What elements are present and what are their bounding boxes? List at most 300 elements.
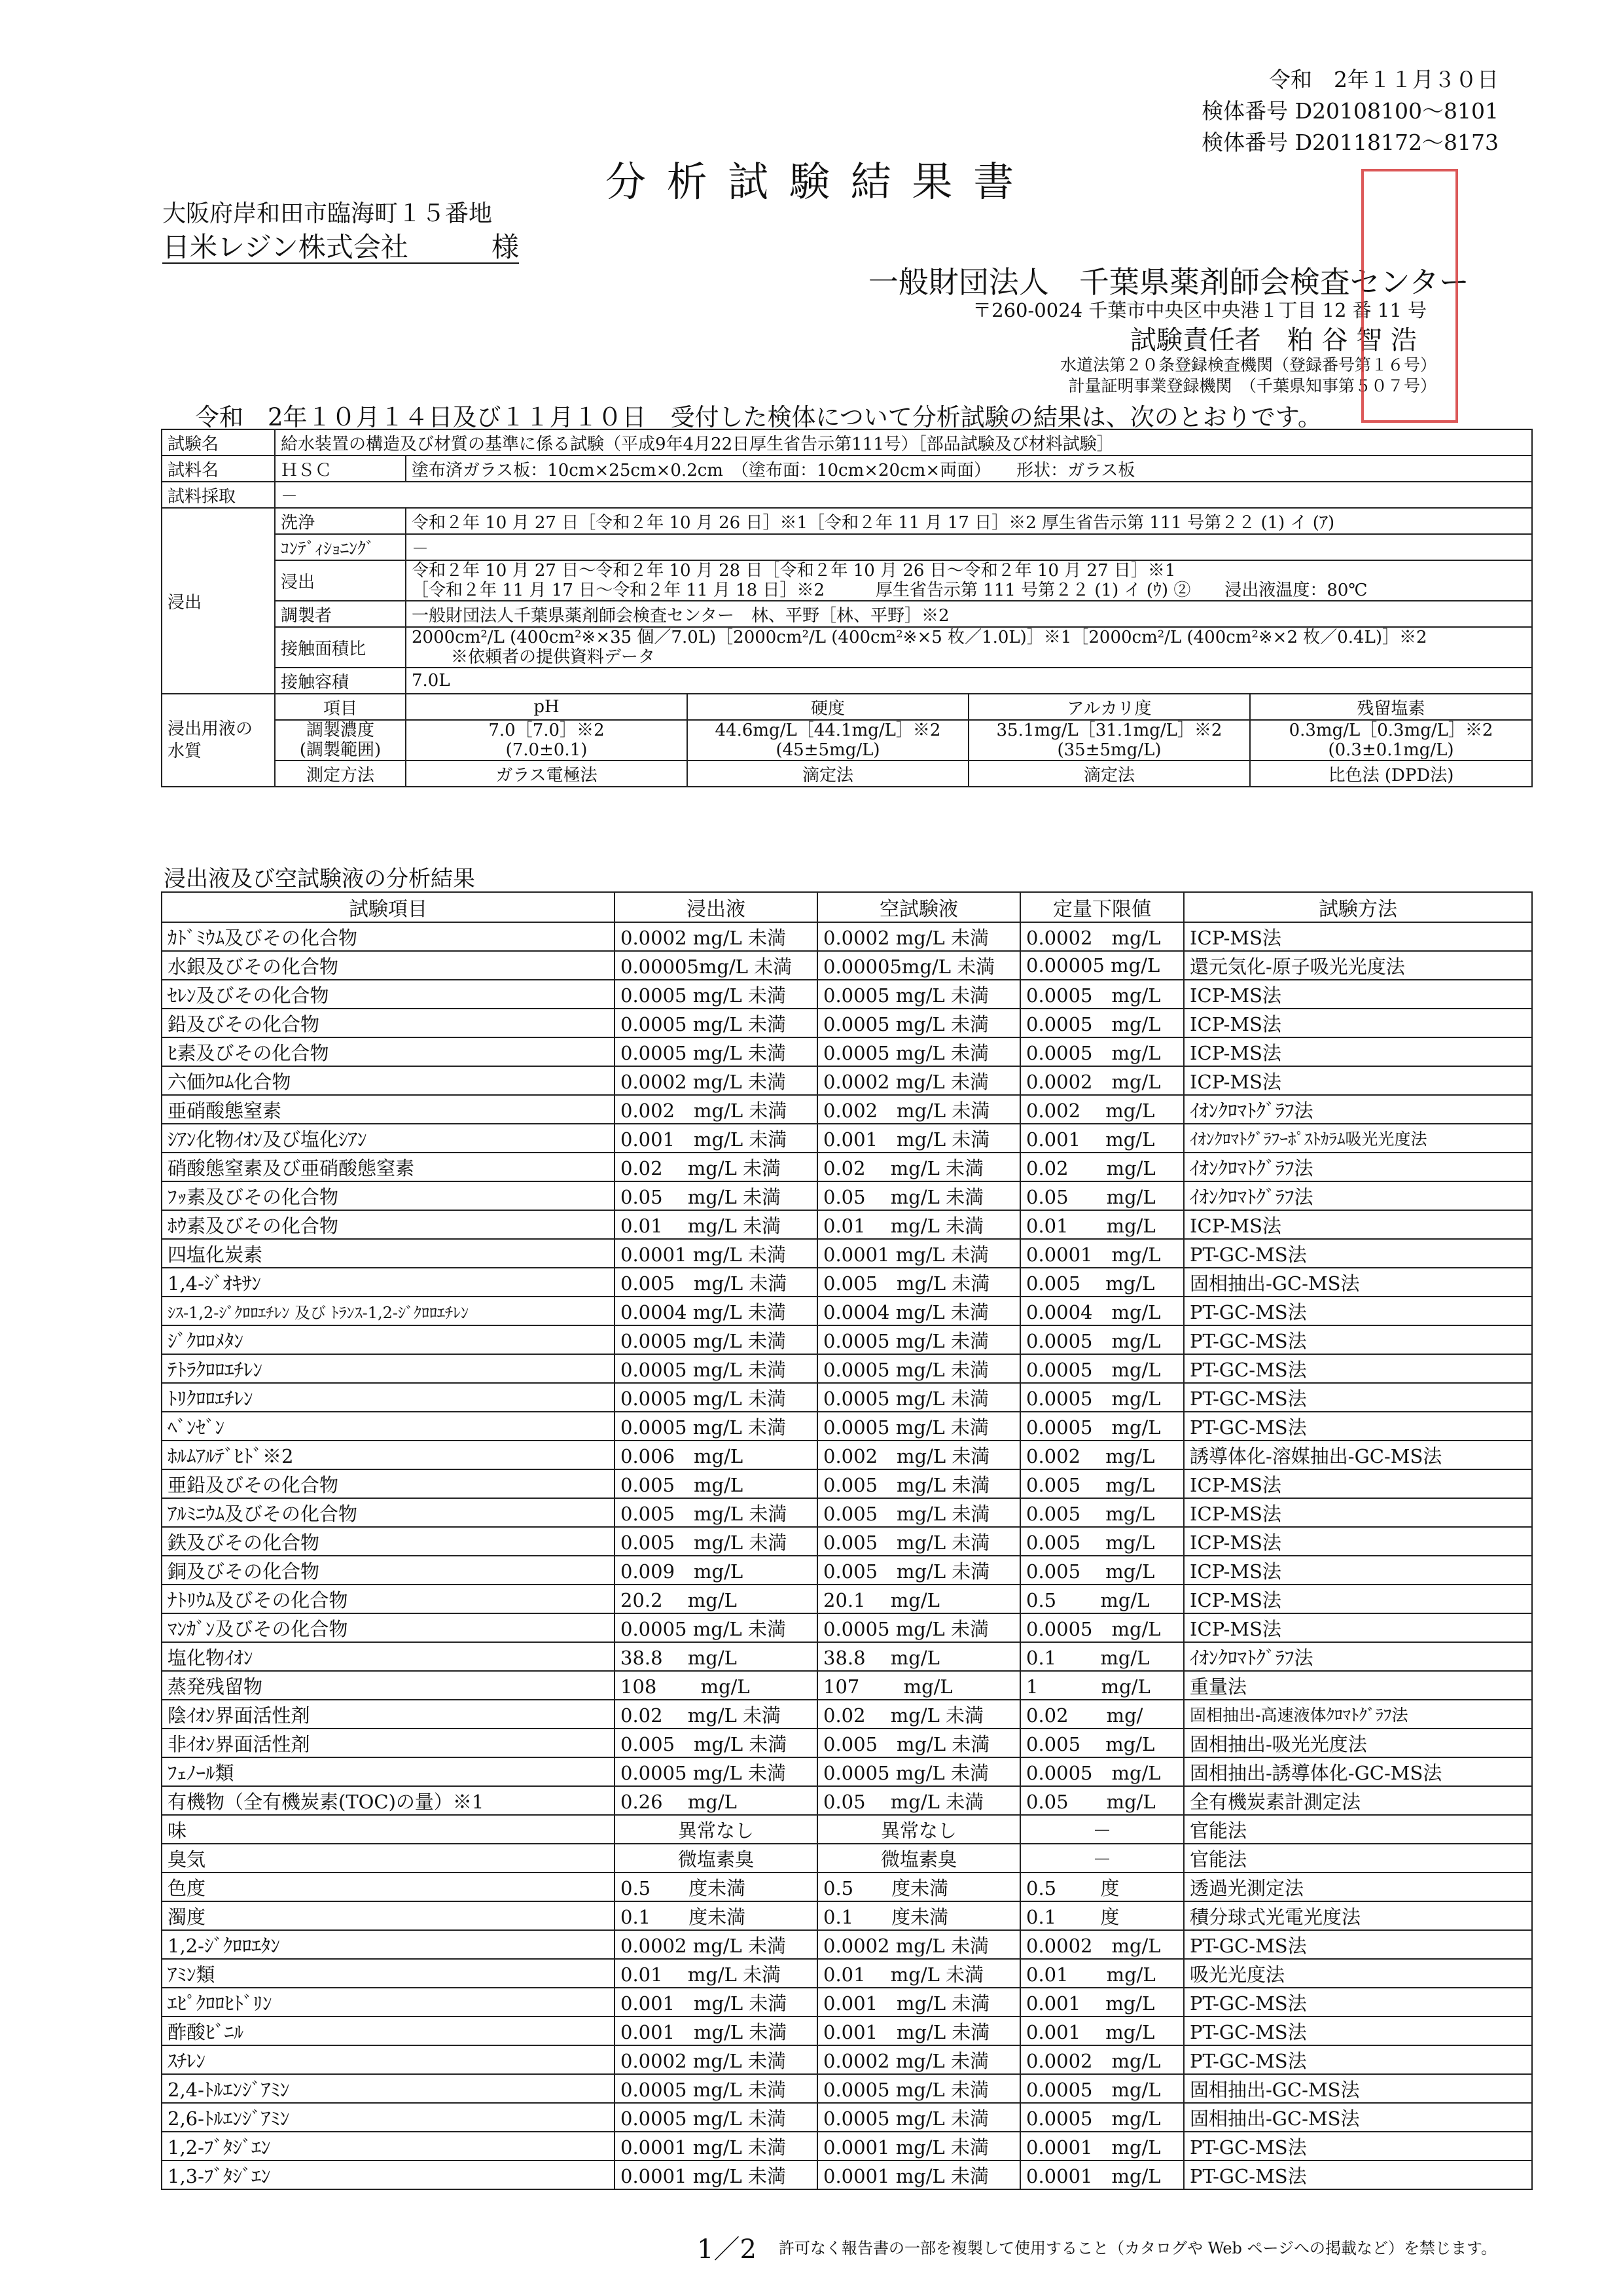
- test-method: ICP-MS法: [1184, 1556, 1532, 1585]
- table-row: [162, 1959, 1532, 1988]
- leach-row-label: 調製者: [275, 601, 406, 627]
- test-method: ICP-MS法: [1184, 1527, 1532, 1556]
- blank-value: 0.001 mg/L 未満: [817, 2017, 1020, 2045]
- table-row: [162, 1786, 1532, 1815]
- item-name: ｼﾞｸﾛﾛﾒﾀﾝ: [162, 1325, 615, 1354]
- blank-value: 0.01 mg/L 未満: [817, 1959, 1020, 1988]
- client-line: [162, 226, 519, 264]
- blank-value: 0.0004 mg/L 未満: [817, 1297, 1020, 1325]
- item-name: 亜鉛及びその化合物: [162, 1469, 615, 1498]
- test-method: 固相抽出-GC-MS法: [1184, 2103, 1532, 2132]
- test-method: PT-GC-MS法: [1184, 1383, 1532, 1412]
- table-row: [162, 1527, 1532, 1556]
- leachate-value: 0.009 mg/L: [615, 1556, 817, 1585]
- test-method: ｲｵﾝｸﾛﾏﾄｸﾞﾗﾌ法: [1184, 1153, 1532, 1181]
- water-range-value: (7.0±0.1): [505, 740, 588, 760]
- leachate-value: 108 mg/L: [615, 1671, 817, 1700]
- water-conc-label: [275, 720, 406, 761]
- leachate-value: 異常なし: [615, 1815, 817, 1844]
- leachate-value: 0.0005 mg/L 未満: [615, 1613, 817, 1642]
- quantitation-limit: 0.5 度: [1020, 1873, 1184, 1901]
- table-row: [162, 1210, 1532, 1239]
- table-row: [162, 1988, 1532, 2017]
- blank-value: 0.005 mg/L 未満: [817, 1556, 1020, 1585]
- water-header: 項目: [275, 694, 406, 720]
- item-name: 非ｲｵﾝ界面活性剤: [162, 1729, 615, 1757]
- item-name: ｽﾁﾚﾝ: [162, 2045, 615, 2074]
- leach-row-label: 接触容積: [275, 668, 406, 694]
- table-row: [162, 2074, 1532, 2103]
- table-row: [162, 1671, 1532, 1700]
- blank-value: 0.00005mg/L 未満: [817, 951, 1020, 980]
- table-row: [162, 1642, 1532, 1671]
- blank-value: 0.0005 mg/L 未満: [817, 1383, 1020, 1412]
- test-method: ICP-MS法: [1184, 922, 1532, 951]
- results-header: 空試験液: [817, 892, 1020, 922]
- blank-value: 0.0005 mg/L 未満: [817, 1757, 1020, 1786]
- blank-value: 0.002 mg/L 未満: [817, 1441, 1020, 1469]
- quantitation-limit: 0.1 mg/L: [1020, 1642, 1184, 1671]
- item-name: 1,2-ﾌﾞﾀｼﾞｴﾝ: [162, 2132, 615, 2161]
- table-row: [162, 1498, 1532, 1527]
- leach-row-value: 7.0L: [406, 668, 1532, 694]
- report-date: 令和 2年１１月３０日: [1269, 67, 1499, 92]
- table-row: [162, 1095, 1532, 1124]
- item-name: 四塩化炭素: [162, 1239, 615, 1268]
- leach-row-value: 令和２年 10 月 27 日［令和２年 10 月 26 日］※1［令和２年 11 月 17 日］※2 厚生省告示第 111 号第２２ (1) イ (ｱ): [406, 508, 1532, 534]
- leachate-value: 0.0002 mg/L 未満: [615, 1066, 817, 1095]
- test-method: 全有機炭素計測定法: [1184, 1786, 1532, 1815]
- quantitation-limit: 0.0005 mg/L: [1020, 1325, 1184, 1354]
- table-row: [162, 1325, 1532, 1354]
- lab-name: 一般財団法人 千葉県薬剤師会検査センター: [868, 264, 1469, 300]
- quantitation-limit: 0.0005 mg/L: [1020, 1613, 1184, 1642]
- results-table: [161, 891, 1533, 2190]
- table-row: [162, 1066, 1532, 1095]
- table-row: [162, 2103, 1532, 2132]
- leachate-value: 0.005 mg/L 未満: [615, 1498, 817, 1527]
- blank-value: 0.05 mg/L 未満: [817, 1181, 1020, 1210]
- results-header: 試験方法: [1184, 892, 1532, 922]
- table-row: [162, 1815, 1532, 1844]
- blank-value: 0.0002 mg/L 未満: [817, 1066, 1020, 1095]
- leachate-value: 0.01 mg/L 未満: [615, 1959, 817, 1988]
- leach-row-value-line1: 令和２年 10 月 27 日～令和２年 10 月 28 日［令和２年 10 月 26 日～令和２年 10 月 27 日］※1: [412, 561, 1176, 581]
- test-method: 固相抽出-GC-MS法: [1184, 1268, 1532, 1297]
- item-name: 味: [162, 1815, 615, 1844]
- leachate-value: 0.001 mg/L 未満: [615, 1988, 817, 2017]
- test-method: 固相抽出-GC-MS法: [1184, 2074, 1532, 2103]
- quantitation-limit: 1 mg/L: [1020, 1671, 1184, 1700]
- item-name: 硝酸態窒素及び亜硝酸態窒素: [162, 1153, 615, 1181]
- leachate-value: 0.0001 mg/L 未満: [615, 2132, 817, 2161]
- results-header: 浸出液: [615, 892, 817, 922]
- water-conc-hardness: [687, 720, 969, 761]
- lab-person: 試験責任者 粕 谷 智 浩: [1130, 325, 1417, 355]
- blank-value: 0.001 mg/L 未満: [817, 1988, 1020, 2017]
- sample-name: ＨＳＣ: [275, 456, 406, 482]
- client-name: 日米レジン株式会社: [162, 231, 408, 263]
- quantitation-limit: 0.02 mg/: [1020, 1700, 1184, 1729]
- leach-row-value: 一般財団法人千葉県薬剤師会検査センター 林、平野［林、平野］※2: [406, 601, 1532, 627]
- blank-value: 0.0005 mg/L 未満: [817, 1009, 1020, 1037]
- test-method: ｲｵﾝｸﾛﾏﾄｸﾞﾗﾌｰﾎﾟｽﾄｶﾗﾑ吸光光度法: [1184, 1124, 1532, 1153]
- leach-row-label: 洗浄: [275, 508, 406, 534]
- water-header: アルカリ度: [969, 694, 1250, 720]
- test-info-table: [161, 429, 1533, 787]
- results-section-title: 浸出液及び空試験液の分析結果: [164, 866, 475, 892]
- quantitation-limit: 0.0005 mg/L: [1020, 1009, 1184, 1037]
- leachate-value: 0.0005 mg/L 未満: [615, 1383, 817, 1412]
- blank-value: 20.1 mg/L: [817, 1585, 1020, 1613]
- table-row: [162, 1901, 1532, 1930]
- table-row: [162, 1412, 1532, 1441]
- quantitation-limit: 0.0001 mg/L: [1020, 1239, 1184, 1268]
- item-name: ｱﾙﾐﾆｳﾑ及びその化合物: [162, 1498, 615, 1527]
- blank-value: 0.05 mg/L 未満: [817, 1786, 1020, 1815]
- test-method: PT-GC-MS法: [1184, 2017, 1532, 2045]
- blank-value: 0.0001 mg/L 未満: [817, 1239, 1020, 1268]
- leachate-value: 0.0001 mg/L 未満: [615, 2161, 817, 2189]
- water-method-row: [162, 761, 1532, 787]
- quantitation-limit: 0.0005 mg/L: [1020, 1757, 1184, 1786]
- table-row: [162, 980, 1532, 1009]
- quantitation-limit: 0.0002 mg/L: [1020, 2045, 1184, 2074]
- leachate-value: 0.0005 mg/L 未満: [615, 1325, 817, 1354]
- water-conc-label-text: 調製濃度: [306, 721, 374, 740]
- item-name: ﾎﾙﾑｱﾙﾃﾞﾋﾄﾞ※2: [162, 1441, 615, 1469]
- item-name: ﾌｯ素及びその化合物: [162, 1181, 615, 1210]
- blank-value: 0.0005 mg/L 未満: [817, 1037, 1020, 1066]
- table-row: [162, 1181, 1532, 1210]
- test-method: ICP-MS法: [1184, 1210, 1532, 1239]
- item-name: ﾏﾝｶﾞﾝ及びその化合物: [162, 1613, 615, 1642]
- leachate-value: 38.8 mg/L: [615, 1642, 817, 1671]
- leachate-value: 0.1 度未満: [615, 1901, 817, 1930]
- test-method: PT-GC-MS法: [1184, 1354, 1532, 1383]
- copy-notice: 許可なく報告書の一部を複製して使用すること（カタログや Web ページへの掲載など）を禁じます。: [779, 2239, 1497, 2257]
- leachate-value: 0.0002 mg/L 未満: [615, 1930, 817, 1959]
- table-row: [162, 1354, 1532, 1383]
- leachate-value: 0.05 mg/L 未満: [615, 1181, 817, 1210]
- test-method: ICP-MS法: [1184, 1037, 1532, 1066]
- leachate-value: 0.0005 mg/L 未満: [615, 1354, 817, 1383]
- table-row: [162, 1441, 1532, 1469]
- sample-label: 試料名: [162, 456, 275, 482]
- water-conc-ph: [406, 720, 687, 761]
- test-method: 官能法: [1184, 1844, 1532, 1873]
- item-name: ﾌｪﾉｰﾙ類: [162, 1757, 615, 1786]
- leach-row-value: －: [406, 534, 1532, 560]
- item-name: 鉄及びその化合物: [162, 1527, 615, 1556]
- leach-label: 浸出: [162, 508, 275, 694]
- leachate-value: 0.0002 mg/L 未満: [615, 2045, 817, 2074]
- test-method: 固相抽出-吸光光度法: [1184, 1729, 1532, 1757]
- leach-row-leaching: [162, 560, 1532, 601]
- results-header: 試験項目: [162, 892, 615, 922]
- item-name: 有機物（全有機炭素(TOC)の量）※1: [162, 1786, 615, 1815]
- leachate-value: 0.02 mg/L 未満: [615, 1700, 817, 1729]
- quantitation-limit: 0.0001 mg/L: [1020, 2132, 1184, 2161]
- quantitation-limit: 0.005 mg/L: [1020, 1268, 1184, 1297]
- leachate-value: 微塩素臭: [615, 1844, 817, 1873]
- leachate-value: 0.0005 mg/L 未満: [615, 2103, 817, 2132]
- blank-value: 0.002 mg/L 未満: [817, 1095, 1020, 1124]
- leachate-value: 20.2 mg/L: [615, 1585, 817, 1613]
- table-row: [162, 1268, 1532, 1297]
- test-method: 還元気化-原子吸光光度法: [1184, 951, 1532, 980]
- leach-row-area-ratio: [162, 627, 1532, 668]
- water-conc-value: 35.1mg/L［31.1mg/L］※2: [996, 721, 1222, 740]
- table-row: [162, 1009, 1532, 1037]
- quantitation-limit: 0.002 mg/L: [1020, 1095, 1184, 1124]
- quantitation-limit: 0.5 mg/L: [1020, 1585, 1184, 1613]
- quantitation-limit: 0.005 mg/L: [1020, 1498, 1184, 1527]
- lab-address: 〒260-0024 千葉市中央区中央港１丁目 12 番 11 号: [972, 299, 1427, 321]
- leach-row-value-line1: 2000cm²/L (400cm²※×35 個／7.0L)［2000cm²/L (400cm²※×5 枚／1.0L)］※1［2000cm²/L (400cm²※×2 枚／0.4L)］※2: [412, 628, 1427, 647]
- item-name: ﾋ素及びその化合物: [162, 1037, 615, 1066]
- table-row: [162, 922, 1532, 951]
- leachate-value: 0.005 mg/L 未満: [615, 1268, 817, 1297]
- table-row: [162, 1556, 1532, 1585]
- quantitation-limit: 0.005 mg/L: [1020, 1556, 1184, 1585]
- test-method: PT-GC-MS法: [1184, 1239, 1532, 1268]
- item-name: 陰ｲｵﾝ界面活性剤: [162, 1700, 615, 1729]
- water-header: 残留塩素: [1250, 694, 1532, 720]
- table-row: [162, 1873, 1532, 1901]
- leachate-value: 0.002 mg/L 未満: [615, 1095, 817, 1124]
- item-name: 六価ｸﾛﾑ化合物: [162, 1066, 615, 1095]
- blank-value: 0.02 mg/L 未満: [817, 1153, 1020, 1181]
- item-name: 酢酸ﾋﾞﾆﾙ: [162, 2017, 615, 2045]
- blank-value: 0.0005 mg/L 未満: [817, 2074, 1020, 2103]
- page-number: 1／2: [697, 2234, 757, 2265]
- quantitation-limit: 0.01 mg/L: [1020, 1210, 1184, 1239]
- item-name: ﾃﾄﾗｸﾛﾛｴﾁﾚﾝ: [162, 1354, 615, 1383]
- quantitation-limit: 0.1 度: [1020, 1901, 1184, 1930]
- quantitation-limit: 0.00005 mg/L: [1020, 951, 1184, 980]
- leachate-value: 0.0005 mg/L 未満: [615, 1037, 817, 1066]
- quantitation-limit: 0.0005 mg/L: [1020, 980, 1184, 1009]
- results-body: [162, 922, 1532, 2189]
- quantitation-limit: 0.02 mg/L: [1020, 1153, 1184, 1181]
- blank-value: 0.5 度未満: [817, 1873, 1020, 1901]
- leachate-value: 0.0005 mg/L 未満: [615, 1009, 817, 1037]
- water-range-label-text: (調製範囲): [299, 740, 382, 760]
- quantitation-limit: 0.0004 mg/L: [1020, 1297, 1184, 1325]
- quantitation-limit: 0.0002 mg/L: [1020, 1930, 1184, 1959]
- quantitation-limit: 0.0005 mg/L: [1020, 1383, 1184, 1412]
- blank-value: 0.0005 mg/L 未満: [817, 980, 1020, 1009]
- blank-value: 0.0005 mg/L 未満: [817, 2103, 1020, 2132]
- quantitation-limit: 0.005 mg/L: [1020, 1729, 1184, 1757]
- leach-row-volume: [162, 668, 1532, 694]
- water-conc-alkalinity: [969, 720, 1250, 761]
- quantitation-limit: 0.0005 mg/L: [1020, 1037, 1184, 1066]
- table-row: [162, 1239, 1532, 1268]
- test-method: 固相抽出-高速液体ｸﾛﾏﾄｸﾞﾗﾌ法: [1184, 1700, 1532, 1729]
- test-method: 誘導体化-溶媒抽出-GC-MS法: [1184, 1441, 1532, 1469]
- sampling-value: －: [275, 482, 1532, 508]
- water-range-value: (35±5mg/L): [1057, 740, 1162, 760]
- quantitation-limit: 0.0002 mg/L: [1020, 1066, 1184, 1095]
- blank-value: 0.001 mg/L 未満: [817, 1124, 1020, 1153]
- water-method: 比色法 (DPD法): [1250, 761, 1532, 787]
- table-row: [162, 1383, 1532, 1412]
- table-row: [162, 1700, 1532, 1729]
- item-name: 銅及びその化合物: [162, 1556, 615, 1585]
- leachate-value: 0.0005 mg/L 未満: [615, 1412, 817, 1441]
- leach-row-label: ｺﾝﾃﾞｨｼｮﾆﾝｸﾞ: [275, 534, 406, 560]
- table-row: [162, 1153, 1532, 1181]
- table-row: [162, 1469, 1532, 1498]
- leach-row-washing: [162, 508, 1532, 534]
- table-row: [162, 1844, 1532, 1873]
- test-method: ICP-MS法: [1184, 1613, 1532, 1642]
- item-name: ｴﾋﾟｸﾛﾛﾋﾄﾞﾘﾝ: [162, 1988, 615, 2017]
- test-method: PT-GC-MS法: [1184, 2161, 1532, 2189]
- leach-row-value-line2: ［令和２年 11 月 17 日～令和２年 11 月 18 日］※2 厚生省告示第 111 号第２２ (1) イ (ｳ) ② 浸出液温度：80℃: [412, 581, 1368, 600]
- item-name: ﾅﾄﾘｳﾑ及びその化合物: [162, 1585, 615, 1613]
- quantitation-limit: －: [1020, 1815, 1184, 1844]
- seal-stamp: [1361, 169, 1458, 423]
- item-name: ﾄﾘｸﾛﾛｴﾁﾚﾝ: [162, 1383, 615, 1412]
- table-row: [162, 1585, 1532, 1613]
- leach-row-value: [406, 627, 1532, 668]
- quantitation-limit: 0.001 mg/L: [1020, 1124, 1184, 1153]
- table-row: [162, 1729, 1532, 1757]
- quantitation-limit: 0.0002 mg/L: [1020, 922, 1184, 951]
- quantitation-limit: 0.05 mg/L: [1020, 1786, 1184, 1815]
- item-name: 臭気: [162, 1844, 615, 1873]
- test-method: ICP-MS法: [1184, 1498, 1532, 1527]
- leachate-value: 0.001 mg/L 未満: [615, 1124, 817, 1153]
- leach-row-conditioning: [162, 534, 1532, 560]
- test-method: PT-GC-MS法: [1184, 1930, 1532, 1959]
- blank-value: 異常なし: [817, 1815, 1020, 1844]
- blank-value: 0.005 mg/L 未満: [817, 1527, 1020, 1556]
- leachate-value: 0.0001 mg/L 未満: [615, 1239, 817, 1268]
- quantitation-limit: －: [1020, 1844, 1184, 1873]
- water-quality-label: 浸出用液の水質: [162, 694, 275, 787]
- blank-value: 0.0005 mg/L 未満: [817, 1325, 1020, 1354]
- test-method: PT-GC-MS法: [1184, 2045, 1532, 2074]
- quantitation-limit: 0.0005 mg/L: [1020, 1412, 1184, 1441]
- leachate-value: 0.005 mg/L: [615, 1469, 817, 1498]
- lab-registration-1: 水道法第２０条登録検査機関（登録番号第１６号）: [1060, 355, 1436, 374]
- table-row: [162, 1613, 1532, 1642]
- blank-value: 107 mg/L: [817, 1671, 1020, 1700]
- test-method: 重量法: [1184, 1671, 1532, 1700]
- test-method: ｲｵﾝｸﾛﾏﾄｸﾞﾗﾌ法: [1184, 1181, 1532, 1210]
- test-method: PT-GC-MS法: [1184, 2132, 1532, 2161]
- item-name: ｱﾐﾝ類: [162, 1959, 615, 1988]
- client-address: 大阪府岸和田市臨海町１５番地: [162, 200, 493, 227]
- blank-value: 0.0005 mg/L 未満: [817, 1354, 1020, 1383]
- item-name: 色度: [162, 1873, 615, 1901]
- item-name: 蒸発残留物: [162, 1671, 615, 1700]
- water-method: 滴定法: [687, 761, 969, 787]
- blank-value: 0.0002 mg/L 未満: [817, 922, 1020, 951]
- results-header: 定量下限値: [1020, 892, 1184, 922]
- quantitation-limit: 0.005 mg/L: [1020, 1527, 1184, 1556]
- item-name: 鉛及びその化合物: [162, 1009, 615, 1037]
- leach-row-value-line2: ※依頼者の提供資料データ: [451, 647, 656, 667]
- water-method-label: 測定方法: [275, 761, 406, 787]
- item-name: 1,2-ｼﾞｸﾛﾛｴﾀﾝ: [162, 1930, 615, 1959]
- quantitation-limit: 0.001 mg/L: [1020, 1988, 1184, 2017]
- water-conc-value: 0.3mg/L［0.3mg/L］※2: [1289, 721, 1493, 740]
- quantitation-limit: 0.002 mg/L: [1020, 1441, 1184, 1469]
- sample-row: [162, 456, 1532, 482]
- leachate-value: 0.006 mg/L: [615, 1441, 817, 1469]
- blank-value: 0.005 mg/L 未満: [817, 1469, 1020, 1498]
- quantitation-limit: 0.05 mg/L: [1020, 1181, 1184, 1210]
- blank-value: 0.01 mg/L 未満: [817, 1210, 1020, 1239]
- results-header-row: [162, 892, 1532, 922]
- leach-row-value: [406, 560, 1532, 601]
- blank-value: 微塩素臭: [817, 1844, 1020, 1873]
- quantitation-limit: 0.001 mg/L: [1020, 2017, 1184, 2045]
- test-name-value: 給水装置の構造及び材質の基準に係る試験（平成9年4月22日厚生省告示第111号）［部品試験及び材料試験］: [275, 429, 1532, 456]
- sample-number-2: 検体番号 D20118172～8173: [1202, 130, 1499, 155]
- blank-value: 38.8 mg/L: [817, 1642, 1020, 1671]
- table-row: [162, 1037, 1532, 1066]
- quantitation-limit: 0.0005 mg/L: [1020, 2074, 1184, 2103]
- test-method: ICP-MS法: [1184, 1585, 1532, 1613]
- item-name: 濁度: [162, 1901, 615, 1930]
- quantitation-limit: 0.0005 mg/L: [1020, 2103, 1184, 2132]
- item-name: ｼｽ-1,2-ｼﾞｸﾛﾛｴﾁﾚﾝ 及び ﾄﾗﾝｽ-1,2-ｼﾞｸﾛﾛｴﾁﾚﾝ: [162, 1297, 615, 1325]
- item-name: 1,3-ﾌﾞﾀｼﾞｴﾝ: [162, 2161, 615, 2189]
- leachate-value: 0.5 度未満: [615, 1873, 817, 1901]
- leachate-value: 0.0005 mg/L 未満: [615, 1757, 817, 1786]
- quantitation-limit: 0.01 mg/L: [1020, 1959, 1184, 1988]
- test-method: 固相抽出-誘導体化-GC-MS法: [1184, 1757, 1532, 1786]
- table-row: [162, 951, 1532, 980]
- item-name: 1,4-ｼﾞｵｷｻﾝ: [162, 1268, 615, 1297]
- blank-value: 0.0002 mg/L 未満: [817, 2045, 1020, 2074]
- blank-value: 0.0005 mg/L 未満: [817, 1613, 1020, 1642]
- item-name: ｶﾄﾞﾐｳﾑ及びその化合物: [162, 922, 615, 951]
- blank-value: 0.02 mg/L 未満: [817, 1700, 1020, 1729]
- table-row: [162, 2017, 1532, 2045]
- water-header-row: [162, 694, 1532, 720]
- water-conc-value: 7.0［7.0］※2: [488, 721, 605, 740]
- leachate-value: 0.00005mg/L 未満: [615, 951, 817, 980]
- test-method: 積分球式光電光度法: [1184, 1901, 1532, 1930]
- water-range-value: (45±5mg/L): [776, 740, 880, 760]
- quantitation-limit: 0.0001 mg/L: [1020, 2161, 1184, 2189]
- test-method: ｲｵﾝｸﾛﾏﾄｸﾞﾗﾌ法: [1184, 1642, 1532, 1671]
- blank-value: 0.005 mg/L 未満: [817, 1729, 1020, 1757]
- leachate-value: 0.005 mg/L 未満: [615, 1729, 817, 1757]
- water-conc-value: 44.6mg/L［44.1mg/L］※2: [715, 721, 941, 740]
- blank-value: 0.0002 mg/L 未満: [817, 1930, 1020, 1959]
- leachate-value: 0.01 mg/L 未満: [615, 1210, 817, 1239]
- sample-spec: 塗布済ガラス板：10cm×25cm×0.2cm （塗布面：10cm×20cm×両面） 形状：ガラス板: [406, 456, 1532, 482]
- item-name: ｼｱﾝ化物ｲｵﾝ及び塩化ｼｱﾝ: [162, 1124, 615, 1153]
- blank-value: 0.0001 mg/L 未満: [817, 2132, 1020, 2161]
- table-row: [162, 2161, 1532, 2189]
- item-name: 亜硝酸態窒素: [162, 1095, 615, 1124]
- test-method: PT-GC-MS法: [1184, 1412, 1532, 1441]
- leach-row-label: 浸出: [275, 560, 406, 601]
- sampling-row: [162, 482, 1532, 508]
- water-method: ガラス電極法: [406, 761, 687, 787]
- item-name: 水銀及びその化合物: [162, 951, 615, 980]
- leachate-value: 0.0005 mg/L 未満: [615, 2074, 817, 2103]
